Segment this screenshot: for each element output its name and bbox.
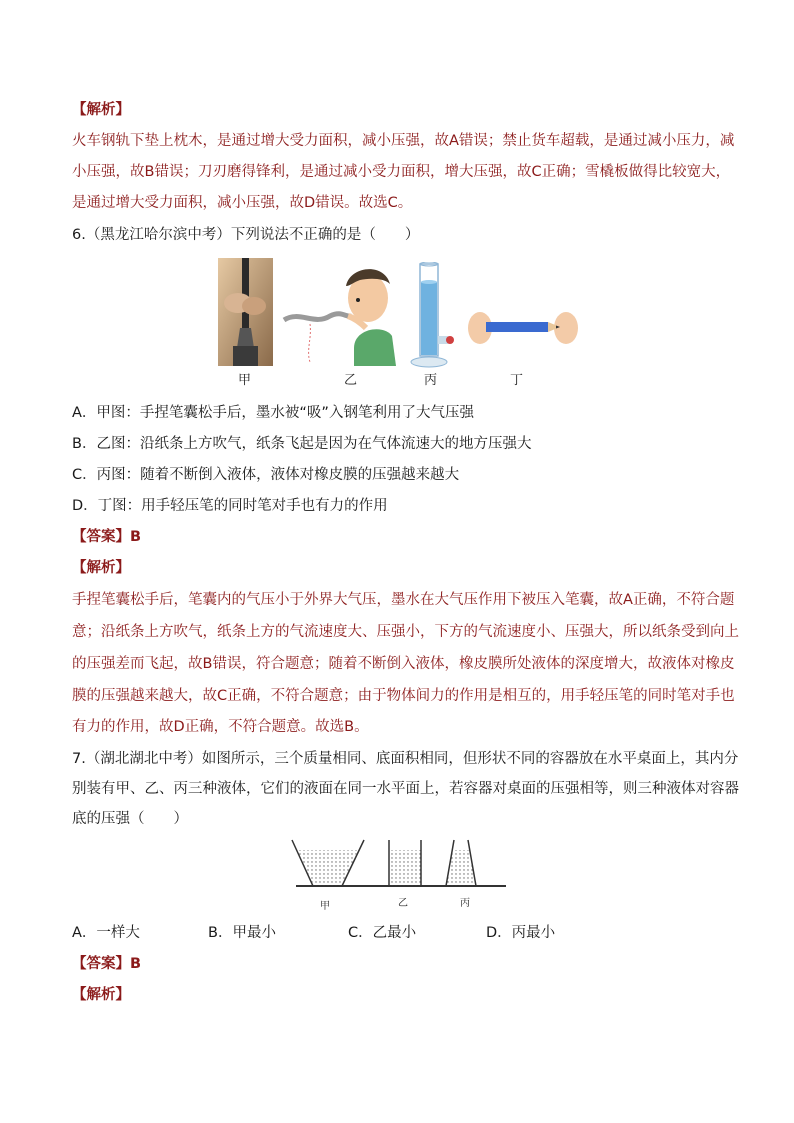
q7-option-a: A．一样大 xyxy=(72,925,140,941)
q5-analysis-label: 【解析】 xyxy=(72,102,130,118)
boy-blowing-paper-illustration xyxy=(280,258,400,366)
q6-option-d: D．丁图：用手轻压笔的同时笔对手也有力的作用 xyxy=(72,498,388,514)
q7-stem-line-2: 别装有甲、乙、丙三种液体，它们的液面在同一水平面上，若容器对桌面的压强相等，则三种液体对容器 xyxy=(72,781,739,797)
q6-figure-label-jia: 甲 xyxy=(238,373,252,388)
q5-analysis-line-2: 小压强，故B错误；刀刃磨得锋利，是通过减小受力面积，增大压强，故C正确；雪橇板做得比较宽大， xyxy=(72,164,731,180)
q7-analysis-label: 【解析】 xyxy=(72,987,130,1003)
q6-option-b: B．乙图：沿纸条上方吹气，纸条飞起是因为在气体流速大的地方压强大 xyxy=(72,436,532,452)
q5-analysis-line-1: 火车钢轨下垫上枕木，是通过增大受力面积，减小压强，故A错误；禁止货车超载，是通过减小压力，减 xyxy=(72,133,735,149)
q7-figure-label-yi: 乙 xyxy=(398,898,408,909)
q7-option-b: B．甲最小 xyxy=(208,925,276,941)
q7-stem-line-1: 7.（湖北湖北中考）如图所示，三个质量相同、底面积相同，但形状不同的容器放在水平桌面上，其内分 xyxy=(72,751,739,767)
q6-figure-label-ding: 丁 xyxy=(510,373,524,388)
fountain-pen-photo xyxy=(218,258,273,366)
q6-option-c: C．丙图：随着不断倒入液体，液体对橡皮膜的压强越来越大 xyxy=(72,467,460,483)
q6-analysis-line-2: 意；沿纸条上方吹气，纸条上方的气流速度大、压强小，下方的气流速度小、压强大，所以纸条受到向上 xyxy=(72,624,739,640)
q7-figure-label-bing: 丙 xyxy=(460,898,470,909)
q7-option-c: C．乙最小 xyxy=(348,925,417,941)
q6-answer: 【答案】B xyxy=(72,529,142,545)
q7-answer: 【答案】B xyxy=(72,956,142,972)
q6-analysis-line-5: 有力的作用，故D正确，不符合题意。故选B。 xyxy=(72,719,369,735)
q7-containers-figure xyxy=(290,836,510,894)
q6-figure xyxy=(218,258,578,386)
q6-figure-label-yi: 乙 xyxy=(344,373,358,388)
q6-stem: 6.（黑龙江哈尔滨中考）下列说法不正确的是（ ） xyxy=(72,227,420,243)
q6-analysis-line-3: 的压强差而飞起，故B错误，符合题意；随着不断倒入液体，橡皮膜所处液体的深度增大，故液体对橡皮 xyxy=(72,656,735,672)
q5-analysis-line-3: 是通过增大受力面积，减小压强，故D错误。故选C。 xyxy=(72,195,413,211)
q6-option-a: A．甲图：手捏笔囊松手后，墨水被“吸”入钢笔利用了大气压强 xyxy=(72,405,474,421)
q7-stem-line-3: 底的压强（ ） xyxy=(72,811,188,827)
q6-analysis-label: 【解析】 xyxy=(72,560,130,576)
q7-figure-label-jia: 甲 xyxy=(320,901,330,912)
q7-option-d: D．丙最小 xyxy=(486,925,556,941)
q6-analysis-line-1: 手捏笔囊松手后，笔囊内的气压小于外界大气压，墨水在大气压作用下被压入笔囊，故A正确，不符合题 xyxy=(72,592,735,608)
q6-figure-label-bing: 丙 xyxy=(424,373,438,388)
hands-pressing-pencil-illustration xyxy=(468,304,578,354)
q6-analysis-line-4: 膜的压强越来越大，故C正确，不符合题意；由于物体间力的作用是相互的，用手轻压笔的同时笔对手也 xyxy=(72,688,735,704)
graduated-cylinder-illustration xyxy=(410,262,460,370)
